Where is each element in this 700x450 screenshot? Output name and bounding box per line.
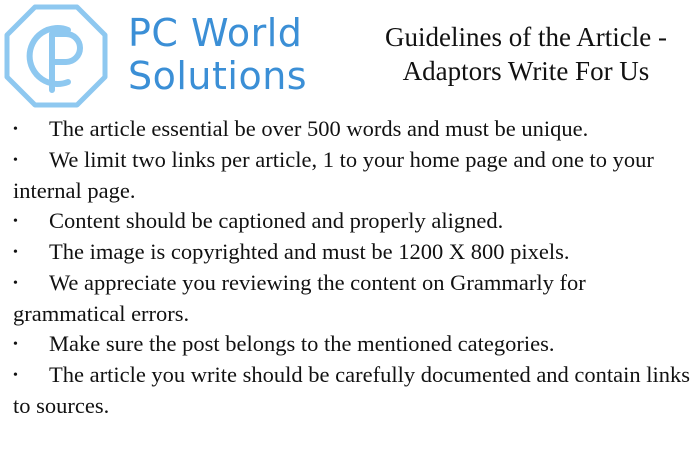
list-item-text: Make sure the post belongs to the mentioned categories. <box>49 331 555 356</box>
guidelines-list <box>13 114 693 421</box>
bullet-icon: • <box>13 153 18 168</box>
list-item <box>13 145 693 206</box>
list-item-text: Content should be captioned and properly aligned. <box>49 208 504 233</box>
bullet-icon: • <box>13 214 18 229</box>
page-title-line-1: Guidelines of the Article - <box>385 22 667 52</box>
list-item-text: We appreciate you reviewing the content on Grammarly for grammatical errors. <box>13 270 586 326</box>
header <box>0 0 700 112</box>
page-title <box>366 20 686 88</box>
bullet-icon: • <box>13 245 18 260</box>
pc-world-solutions-logo-icon <box>4 4 108 108</box>
brand-line-1: PC World <box>128 11 303 55</box>
brand-line-2: Solutions <box>128 54 308 98</box>
list-item <box>13 114 693 145</box>
list-item <box>13 237 693 268</box>
bullet-icon: • <box>13 276 18 291</box>
bullet-icon: • <box>13 122 18 137</box>
bullet-icon: • <box>13 368 18 383</box>
list-item <box>13 206 693 237</box>
list-item-text: The article you write should be carefully documented and contain links to sources. <box>13 362 691 418</box>
page-title-line-2: Adaptors Write For Us <box>402 56 650 86</box>
bullet-icon: • <box>13 337 18 352</box>
brand-name <box>128 11 308 98</box>
list-item <box>13 329 693 360</box>
list-item <box>13 268 693 329</box>
list-item-text: We limit two links per article, 1 to your home page and one to your internal page. <box>13 147 654 203</box>
list-item <box>13 360 693 421</box>
list-item-text: The image is copyrighted and must be 1200 X 800 pixels. <box>49 239 570 264</box>
list-item-text: The article essential be over 500 words and must be unique. <box>49 116 589 141</box>
